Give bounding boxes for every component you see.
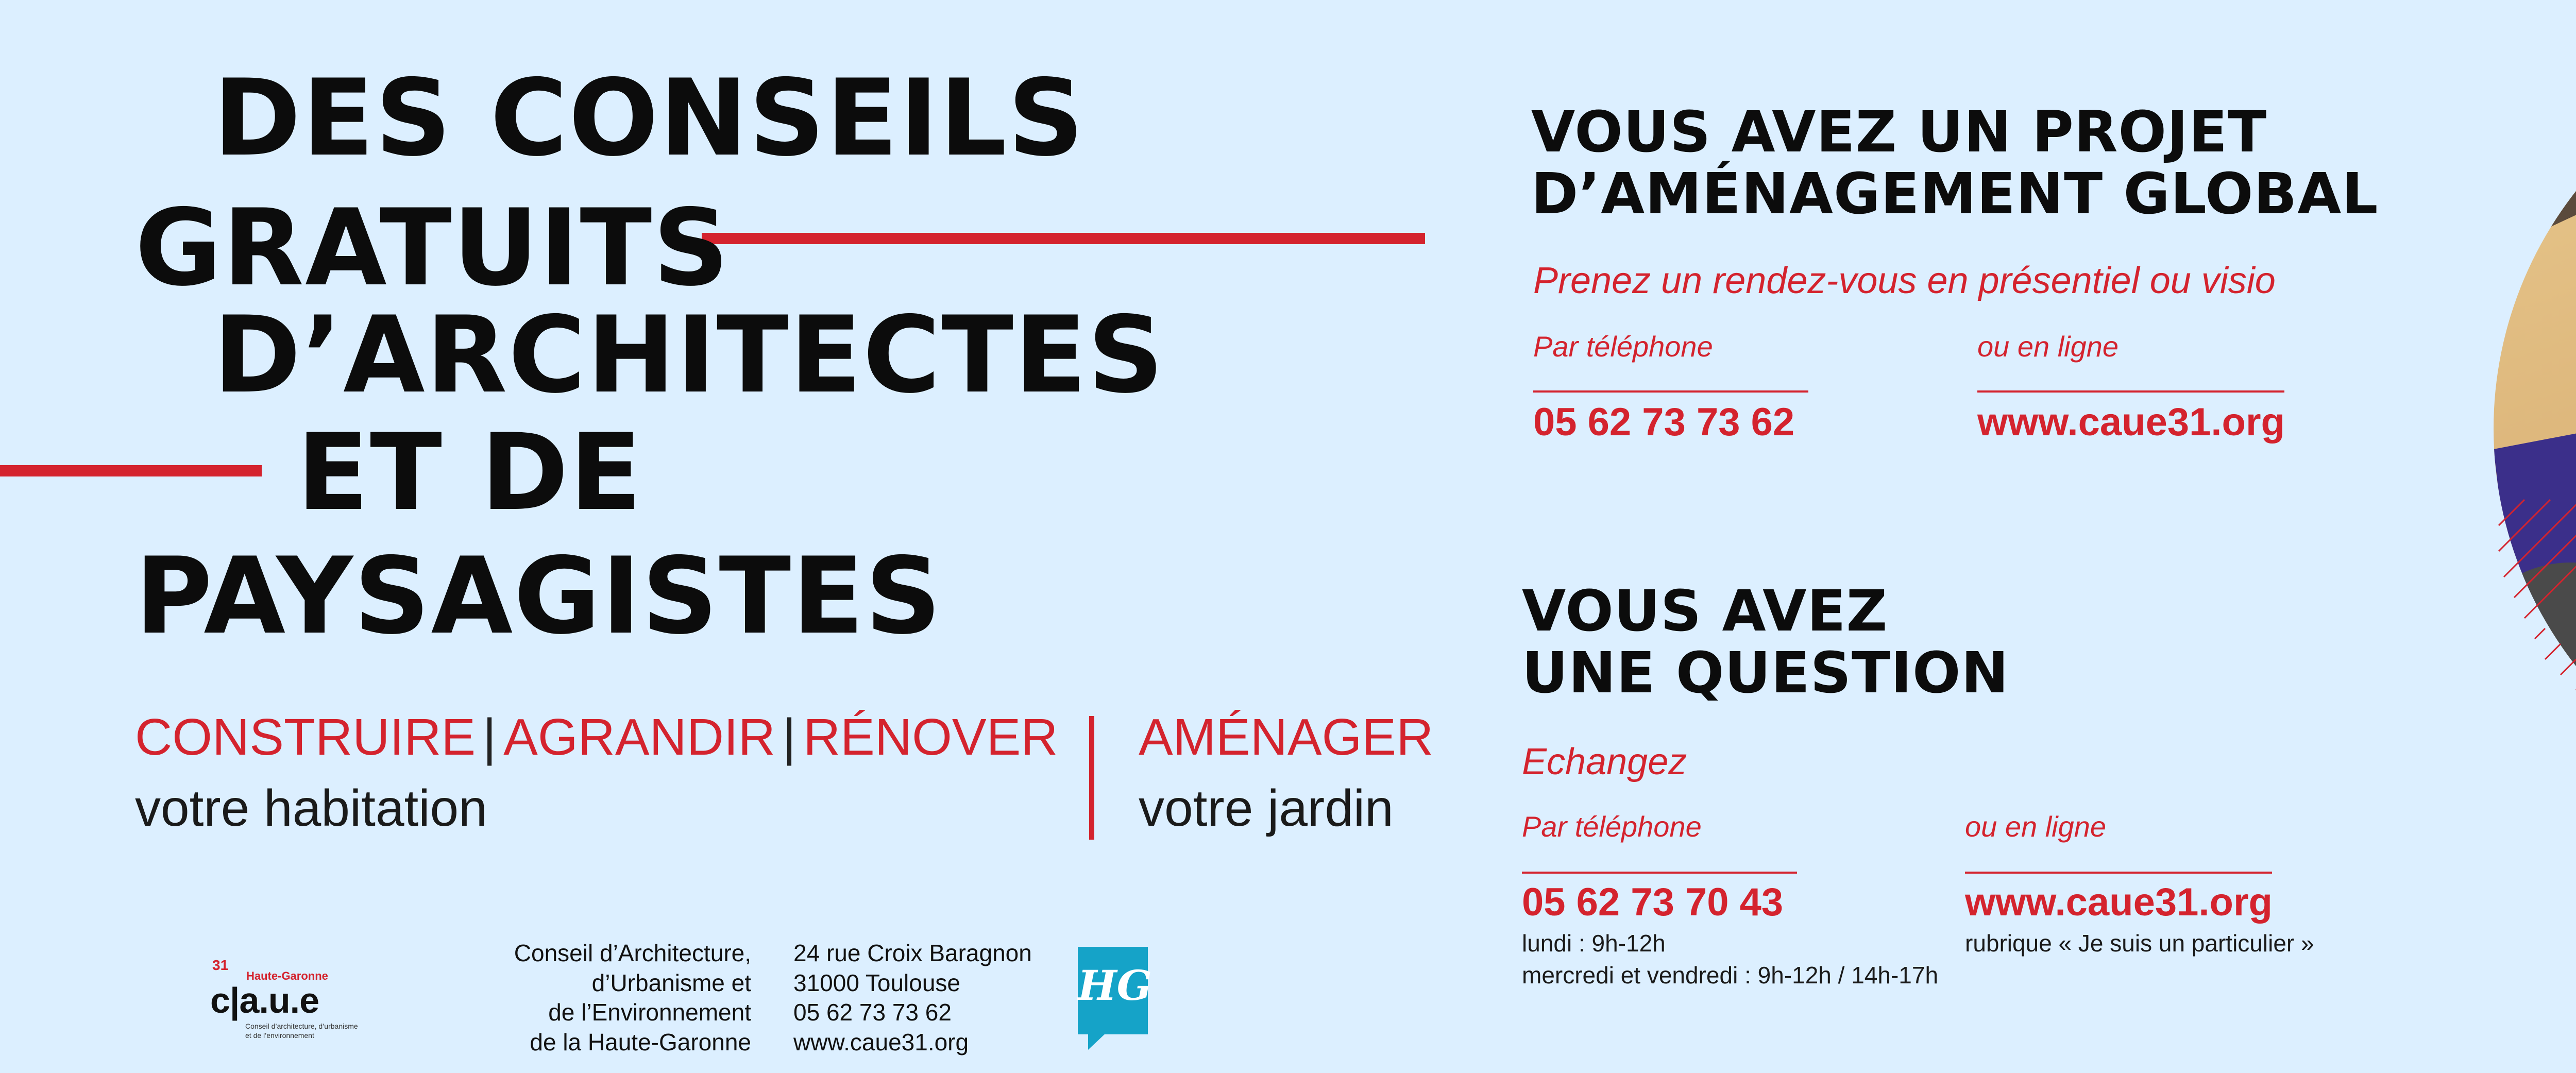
question-phone-label: Par téléphone xyxy=(1522,810,1702,843)
headline-line-3: D’ARCHITECTES xyxy=(213,294,1165,417)
question-title-line-2: UNE QUESTION xyxy=(1522,640,2009,706)
services-divider xyxy=(1089,716,1094,840)
org-line-3: de l’Environnement xyxy=(548,999,751,1026)
headline-line-4: ET DE xyxy=(297,412,643,534)
question-hours xyxy=(1522,927,1938,991)
caue-logo xyxy=(210,957,385,1045)
org-address xyxy=(793,939,1032,1057)
haute-garonne-logo: HG xyxy=(1078,947,1148,1034)
project-website-link[interactable]: www.caue31.org xyxy=(1977,400,2285,444)
caue-region: Haute-Garonne xyxy=(246,969,328,982)
project-online-label: ou en ligne xyxy=(1977,330,2119,363)
org-name xyxy=(494,939,751,1057)
hours-line-1: lundi : 9h-12h xyxy=(1522,930,1666,957)
question-online-rule xyxy=(1965,872,2272,874)
addr-line-1: 24 rue Croix Baragnon xyxy=(793,940,1032,966)
caue-tagline-2: et de l’environnement xyxy=(245,1031,314,1040)
caue-number: 31 xyxy=(212,957,229,973)
project-phone-label: Par téléphone xyxy=(1533,330,1713,363)
project-phone[interactable]: 05 62 73 73 62 xyxy=(1533,400,1795,444)
service-habitation: votre habitation xyxy=(135,779,487,837)
question-rubrique: rubrique « Je suis un particulier » xyxy=(1965,930,2314,957)
org-line-2: d’Urbanisme et xyxy=(591,969,751,996)
service-agrandir: AGRANDIR xyxy=(503,708,775,766)
project-online-rule xyxy=(1977,390,2284,393)
question-title-line-1: VOUS AVEZ xyxy=(1522,578,1888,644)
headline-line-5: PAYSAGISTES xyxy=(135,535,942,658)
headline-line-2: GRATUITS xyxy=(135,187,730,310)
addr-line-4[interactable]: www.caue31.org xyxy=(793,1028,969,1055)
service-jardin: votre jardin xyxy=(1139,779,1394,837)
caue-tagline-1: Conseil d’architecture, d’urbanisme xyxy=(245,1022,358,1030)
addr-line-3: 05 62 73 73 62 xyxy=(793,999,952,1026)
headline-rule-right xyxy=(702,233,1425,244)
addr-line-2: 31000 Toulouse xyxy=(793,969,960,996)
service-renover: RÉNOVER xyxy=(803,708,1058,766)
project-title-line-2: D’AMÉNAGEMENT GLOBAL xyxy=(1531,161,2379,227)
hours-line-2: mercredi et vendredi : 9h-12h / 14h-17h xyxy=(1522,962,1939,989)
project-phone-rule xyxy=(1533,390,1808,393)
service-amenager: AMÉNAGER xyxy=(1139,708,1434,766)
caue-logo-text: c|a.u.e xyxy=(210,980,319,1020)
org-line-1: Conseil d’Architecture, xyxy=(514,940,751,966)
service-separator: | xyxy=(782,708,796,766)
org-line-4: de la Haute-Garonne xyxy=(530,1028,751,1055)
headline-line-1: DES CONSEILS xyxy=(213,57,1085,180)
service-separator: | xyxy=(483,708,497,766)
service-construire: CONSTRUIRE xyxy=(135,708,476,766)
project-lead: Prenez un rendez-vous en présentiel ou visio xyxy=(1533,260,2276,301)
question-lead: Echangez xyxy=(1522,741,1687,782)
question-online-label: ou en ligne xyxy=(1965,810,2107,843)
services-line xyxy=(135,708,1058,767)
project-title-line-1: VOUS AVEZ UN PROJET xyxy=(1531,99,2267,165)
question-website-link[interactable]: www.caue31.org xyxy=(1965,880,2273,924)
hatch-decoration xyxy=(2494,495,2576,824)
question-phone[interactable]: 05 62 73 70 43 xyxy=(1522,880,1784,924)
question-phone-rule xyxy=(1522,872,1797,874)
headline-rule-left xyxy=(0,465,262,476)
